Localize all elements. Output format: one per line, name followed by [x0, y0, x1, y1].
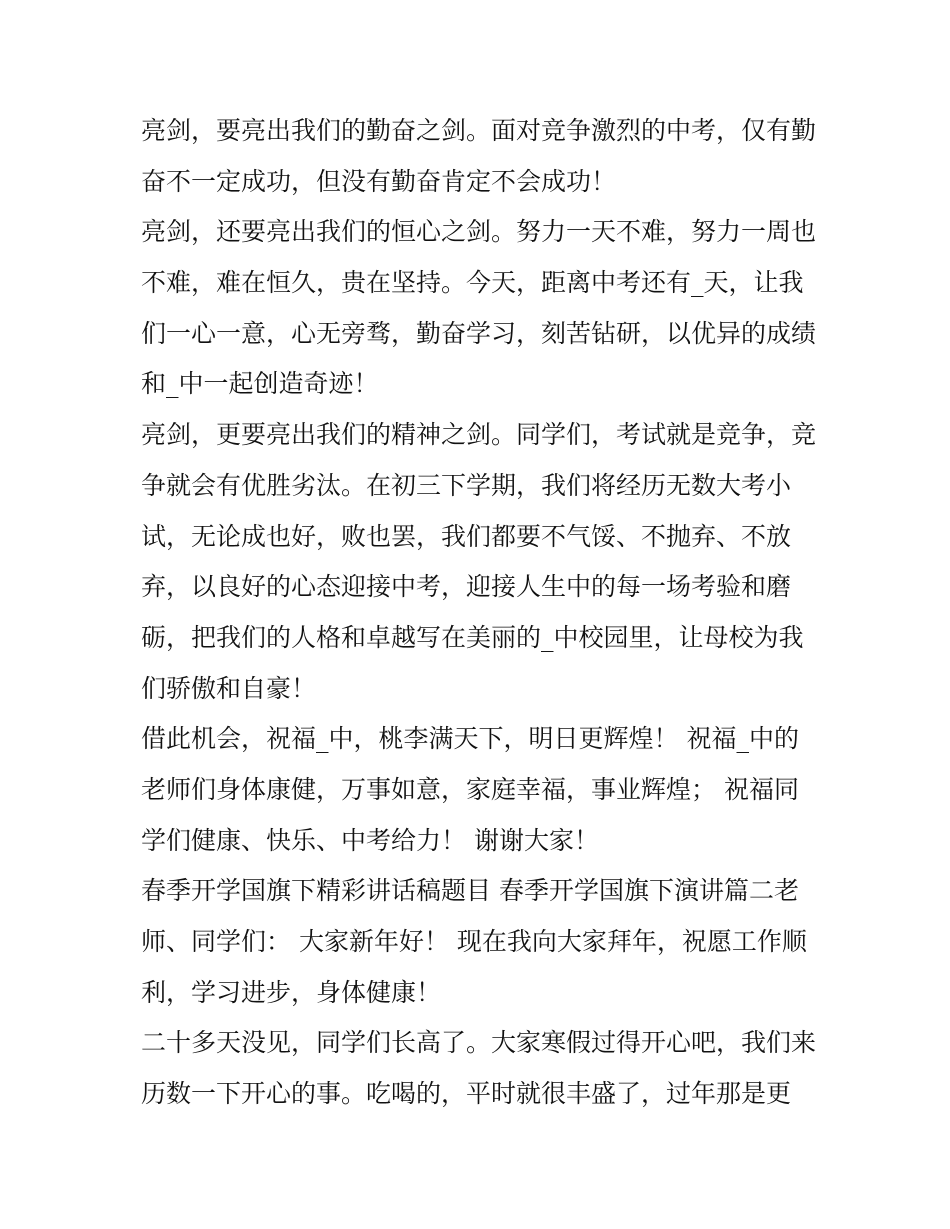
text-line: 试，无论成也好，败也罢，我们都要不气馁、不抛弃、不放: [141, 521, 792, 551]
text-line: 和_中一起创造奇迹！: [141, 369, 379, 399]
text-line: 历数一下开心的事。吃喝的，平时就很丰盛了，过年那是更: [141, 1079, 792, 1109]
text-line: 亮剑，还要亮出我们的恒心之剑。努力一天不难，努力一周也: [141, 217, 817, 247]
text-line: 老师们身体康健，万事如意，家庭幸福，事业辉煌； 祝福同: [141, 774, 799, 804]
text-line: 亮剑，要亮出我们的勤奋之剑。面对竞争激烈的中考，仅有勤: [141, 116, 817, 145]
text-line: 亮剑，更要亮出我们的精神之剑。同学们，考试就是竞争，竞: [141, 420, 817, 450]
text-line: 奋不一定成功，但没有勤奋肯定不会成功！: [141, 166, 617, 196]
text-line: 们一心一意，心无旁骛，勤奋学习，刻苦钻研，以优异的成绩: [141, 318, 817, 348]
text-line: 春季开学国旗下精彩讲话稿题目 春季开学国旗下演讲篇二老: [141, 876, 799, 906]
text-line: 借此机会，祝福_中，桃李满天下，明日更辉煌！ 祝福_中的: [141, 724, 799, 754]
text-line: 学们健康、快乐、中考给力！ 谢谢大家！: [141, 825, 599, 855]
document-body: [141, 106, 821, 1120]
text-line: 争就会有优胜劣汰。在初三下学期，我们将经历无数大考小: [141, 470, 792, 500]
text-line: 利，学习进步，身体健康！: [141, 977, 442, 1007]
text-line: 弃，以良好的心态迎接中考，迎接人生中的每一场考验和磨: [141, 572, 792, 602]
text-line: 砺，把我们的人格和卓越写在美丽的_中校园里，让母校为我: [141, 622, 804, 652]
text-line: 师、同学们： 大家新年好！ 现在我向大家拜年，祝愿工作顺: [141, 927, 807, 956]
text-line: 们骄傲和自豪！: [141, 673, 317, 703]
text-line: 二十多天没见，同学们长高了。大家寒假过得开心吧，我们来: [141, 1028, 817, 1058]
text-line: 不难，难在恒久，贵在坚持。今天，距离中考还有_天，让我: [141, 268, 804, 298]
